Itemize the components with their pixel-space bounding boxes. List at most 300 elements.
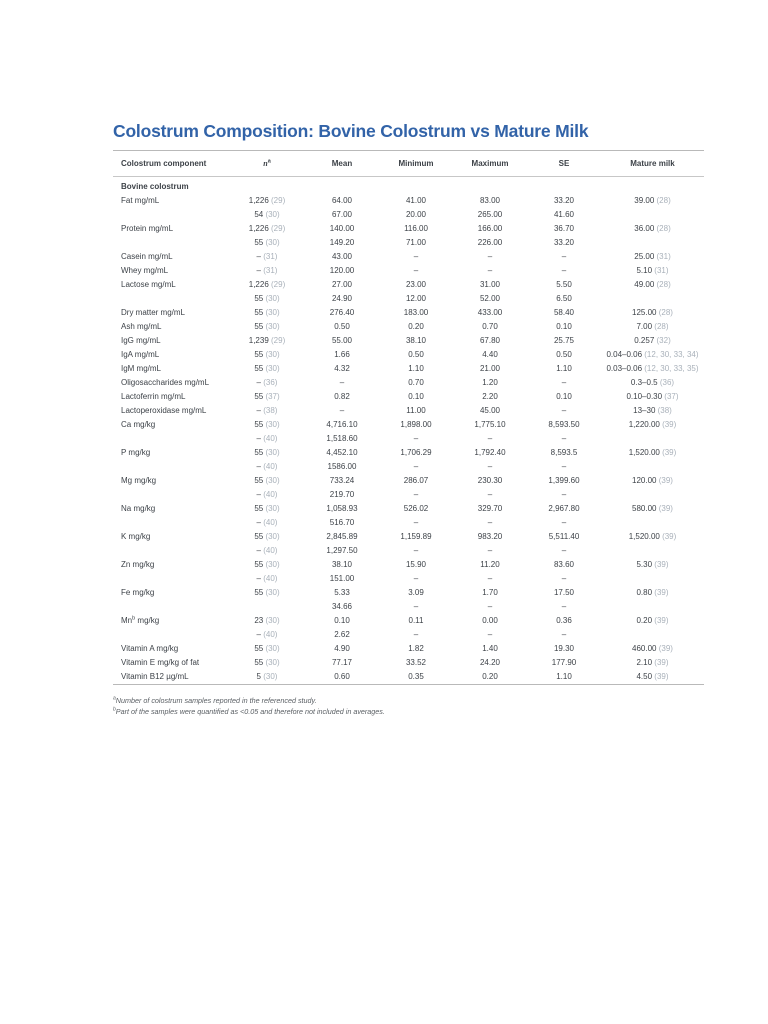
- cell-minimum: –: [413, 434, 419, 443]
- cell-maximum: –: [487, 252, 493, 261]
- table-row: [113, 516, 704, 530]
- cell-se: 58.40: [553, 308, 575, 317]
- cell-component: Lactose mg/mL: [121, 280, 176, 289]
- cell-se: 6.50: [556, 294, 572, 303]
- cell-mature-milk: [601, 572, 704, 586]
- cell-maximum: –: [487, 602, 493, 611]
- citation-ref: (29): [268, 224, 286, 233]
- cell-mean: 55.00: [331, 336, 353, 345]
- table-row: [113, 264, 704, 278]
- table-row: [113, 292, 704, 306]
- cell-minimum: 0.11: [408, 616, 424, 625]
- citation-ref: (28): [652, 322, 669, 331]
- citation-ref: (36): [657, 378, 675, 387]
- citation-ref: (29): [268, 196, 286, 205]
- cell-mean: 276.40: [329, 308, 355, 317]
- table-row: [113, 222, 704, 236]
- cell-maximum: –: [487, 630, 493, 639]
- cell-maximum: 83.00: [479, 196, 501, 205]
- cell-maximum: 52.00: [479, 294, 501, 303]
- cell-minimum: –: [413, 546, 419, 555]
- cell-minimum: 0.35: [408, 672, 424, 681]
- cell-mean: 77.17: [331, 658, 353, 667]
- cell-mature-milk: 1,220.00 (39): [628, 420, 677, 429]
- cell-minimum: 38.10: [405, 336, 427, 345]
- cell-n: 1,226 (29): [248, 224, 286, 233]
- cell-se: 83.60: [553, 560, 575, 569]
- citation-ref: (40): [261, 518, 278, 527]
- cell-mature-milk: 125.00 (28): [632, 308, 673, 317]
- cell-n: 55 (30): [254, 504, 280, 513]
- citation-ref: (30): [263, 308, 280, 317]
- citation-ref: (39): [656, 504, 673, 513]
- citation-ref: (39): [656, 476, 673, 485]
- table-row: [113, 376, 704, 390]
- cell-maximum: 1.70: [482, 588, 498, 597]
- citation-ref: (30): [263, 616, 280, 625]
- cell-mean: 38.10: [331, 560, 353, 569]
- citation-ref: (12, 30, 33, 34): [642, 350, 699, 359]
- table-row: [113, 418, 704, 432]
- cell-se: –: [561, 490, 567, 499]
- cell-maximum: 24.20: [479, 658, 501, 667]
- citation-ref: (39): [659, 532, 677, 541]
- table-row: [113, 530, 704, 544]
- citation-ref: (39): [652, 560, 669, 569]
- cell-minimum: 33.52: [405, 658, 427, 667]
- cell-mean: 120.00: [329, 266, 355, 275]
- cell-mean: 4.32: [334, 364, 350, 373]
- cell-mean: 219.70: [329, 490, 355, 499]
- cell-maximum: 1,775.10: [474, 420, 506, 429]
- cell-minimum: –: [413, 518, 419, 527]
- cell-mature-milk: 36.00 (28): [634, 224, 671, 233]
- footnote: $^a$Number of colostrum samples reported in the referenced study.: [113, 695, 317, 705]
- citation-ref: (39): [656, 644, 673, 653]
- cell-minimum: 1,706.29: [400, 448, 432, 457]
- cell-component: [113, 208, 229, 222]
- cell-mature-milk: [601, 236, 704, 250]
- cell-mean: 151.00: [329, 574, 355, 583]
- cell-mature-milk: [601, 460, 704, 474]
- cell-mean: 34.66: [331, 602, 353, 611]
- cell-mean: 516.70: [329, 518, 355, 527]
- citation-ref: (39): [659, 448, 677, 457]
- column-header-se: SE: [558, 159, 570, 168]
- cell-n: – (31): [256, 252, 278, 261]
- cell-mean: 2,845.89: [326, 532, 358, 541]
- colostrum-composition-table: [113, 150, 704, 685]
- cell-maximum: 31.00: [479, 280, 501, 289]
- table-body: [113, 177, 704, 685]
- table-row: [113, 474, 704, 488]
- cell-maximum: –: [487, 546, 493, 555]
- cell-mean: 0.10: [334, 616, 350, 625]
- citation-ref: (39): [652, 672, 669, 681]
- cell-mature-milk: 0.257 (32): [634, 336, 671, 345]
- cell-mean: 733.24: [329, 476, 355, 485]
- cell-n: 55 (30): [254, 364, 280, 373]
- cell-component: P mg/kg: [121, 448, 151, 457]
- cell-component: [113, 488, 229, 502]
- column-header-minimum: Minimum: [398, 159, 434, 168]
- cell-component: Fe mg/kg: [121, 588, 155, 597]
- cell-component: Casein mg/mL: [121, 252, 173, 261]
- table-row: [113, 208, 704, 222]
- footnotes: [113, 695, 673, 717]
- cell-n: – (31): [256, 266, 278, 275]
- table-row: [113, 446, 704, 460]
- cell-minimum: 15.90: [405, 560, 427, 569]
- cell-mean: 1,518.60: [326, 434, 358, 443]
- cell-mean: 27.00: [331, 280, 353, 289]
- cell-mean: 0.50: [334, 322, 350, 331]
- citation-ref: (40): [261, 630, 278, 639]
- cell-minimum: –: [413, 630, 419, 639]
- page-title: Colostrum Composition: Bovine Colostrum vs Mature Milk: [113, 121, 589, 141]
- cell-mature-milk: [601, 628, 704, 642]
- citation-ref: (31): [261, 252, 278, 261]
- cell-minimum: 183.00: [403, 308, 429, 317]
- citation-ref: (30): [263, 658, 280, 667]
- cell-n: 1,239 (29): [248, 336, 286, 345]
- cell-se: 25.75: [553, 336, 575, 345]
- cell-minimum: –: [413, 266, 419, 275]
- cell-mature-milk: 25.00 (31): [634, 252, 671, 261]
- cell-mean: 43.00: [331, 252, 353, 261]
- cell-maximum: 45.00: [479, 406, 501, 415]
- cell-mean: 0.82: [334, 392, 350, 401]
- cell-maximum: 21.00: [479, 364, 501, 373]
- cell-se: –: [561, 602, 567, 611]
- cell-maximum: 166.00: [477, 224, 503, 233]
- table-row: [113, 656, 704, 670]
- cell-minimum: 20.00: [405, 210, 427, 219]
- table-row: [113, 320, 704, 334]
- table-row: [113, 600, 704, 614]
- cell-minimum: –: [413, 252, 419, 261]
- cell-mature-milk: 2.10 (39): [636, 658, 669, 667]
- cell-mature-milk: 0.10–0.30 (37): [626, 392, 679, 401]
- cell-mature-milk: [601, 544, 704, 558]
- cell-mature-milk: 5.30 (39): [636, 560, 669, 569]
- cell-se: 2,967.80: [548, 504, 580, 513]
- cell-mature-milk: [601, 208, 704, 222]
- table-row: [113, 194, 704, 208]
- citation-ref: (40): [261, 546, 278, 555]
- cell-maximum: 0.00: [482, 616, 498, 625]
- cell-minimum: 71.00: [405, 238, 427, 247]
- cell-minimum: –: [413, 490, 419, 499]
- citation-ref: (39): [652, 588, 669, 597]
- citation-ref: (30): [263, 504, 280, 513]
- cell-maximum: 1.20: [482, 378, 498, 387]
- cell-se: 0.50: [556, 350, 572, 359]
- cell-se: 36.70: [553, 224, 575, 233]
- citation-ref: (30): [263, 560, 280, 569]
- section-label: Bovine colostrum: [121, 182, 189, 191]
- citation-ref: (30): [263, 238, 280, 247]
- citation-ref: (30): [263, 350, 280, 359]
- cell-minimum: –: [413, 574, 419, 583]
- cell-mature-milk: 0.03–0.06 (12, 30, 33, 35): [606, 364, 699, 373]
- table-row: [113, 348, 704, 362]
- cell-mature-milk: 39.00 (28): [634, 196, 671, 205]
- citation-ref: (30): [263, 476, 280, 485]
- cell-component: [113, 544, 229, 558]
- cell-minimum: 23.00: [405, 280, 427, 289]
- cell-minimum: 1.10: [408, 364, 424, 373]
- cell-mean: 4,716.10: [326, 420, 358, 429]
- cell-component: Ash mg/mL: [121, 322, 162, 331]
- column-header-mean: Mean: [331, 159, 353, 168]
- cell-n: 55 (37): [254, 392, 280, 401]
- cell-n: – (40): [256, 574, 278, 583]
- citation-ref: (36): [261, 378, 278, 387]
- table-row: [113, 628, 704, 642]
- table-header: [113, 151, 704, 177]
- citation-ref: (30): [263, 322, 280, 331]
- cell-mature-milk: 460.00 (39): [632, 644, 673, 653]
- citation-ref: (30): [263, 294, 280, 303]
- cell-mature-milk: [601, 516, 704, 530]
- cell-mature-milk: 1,520.00 (39): [628, 532, 677, 541]
- cell-minimum: 1.82: [408, 644, 424, 653]
- cell-minimum: 1,159.89: [400, 532, 432, 541]
- cell-n: – (40): [256, 518, 278, 527]
- table-row: [113, 544, 704, 558]
- cell-se: –: [561, 630, 567, 639]
- cell-se: 5.50: [556, 280, 572, 289]
- citation-ref: (40): [261, 462, 278, 471]
- cell-component: Protein mg/mL: [121, 224, 174, 233]
- cell-mean: 1586.00: [327, 462, 357, 471]
- cell-se: –: [561, 266, 567, 275]
- cell-maximum: 983.20: [477, 532, 503, 541]
- citation-ref: (30): [263, 588, 280, 597]
- cell-n: – (40): [256, 490, 278, 499]
- cell-n: 55 (30): [254, 588, 280, 597]
- cell-se: –: [561, 574, 567, 583]
- cell-minimum: 286.07: [403, 476, 429, 485]
- cell-mature-milk: 0.80 (39): [636, 588, 669, 597]
- citation-ref: (38): [261, 406, 278, 415]
- cell-component: Na mg/kg: [121, 504, 156, 513]
- cell-mean: 1,297.50: [326, 546, 358, 555]
- cell-mean: –: [339, 378, 345, 387]
- cell-se: 1.10: [556, 364, 572, 373]
- cell-n: 55 (30): [254, 294, 280, 303]
- cell-maximum: 11.20: [480, 560, 500, 569]
- cell-n: 54 (30): [254, 210, 280, 219]
- cell-se: 19.30: [553, 644, 575, 653]
- cell-mature-milk: 13–30 (38): [633, 406, 672, 415]
- table-row: [113, 362, 704, 376]
- cell-n: – (36): [256, 378, 278, 387]
- cell-minimum: 0.70: [408, 378, 424, 387]
- cell-mean: 24.90: [331, 294, 353, 303]
- table-row: [113, 670, 704, 685]
- table-row: [113, 236, 704, 250]
- cell-n: 55 (30): [254, 658, 280, 667]
- cell-mean: –: [339, 406, 345, 415]
- table-row: [113, 642, 704, 656]
- citation-ref: (40): [261, 434, 278, 443]
- footnote: $^b$Part of the samples were quantified as <0.05 and therefore not included in averages.: [113, 706, 385, 716]
- cell-se: 41.60: [553, 210, 575, 219]
- cell-mean: 1,058.93: [326, 504, 358, 513]
- cell-mature-milk: 4.50 (39): [636, 672, 669, 681]
- cell-component: [113, 572, 229, 586]
- cell-component: Dry matter mg/mL: [121, 308, 186, 317]
- cell-se: –: [561, 462, 567, 471]
- cell-component: Whey mg/mL: [121, 266, 169, 275]
- cell-mean: 67.00: [331, 210, 353, 219]
- cell-se: 8,593.5: [550, 448, 578, 457]
- cell-mature-milk: [601, 600, 704, 614]
- cell-mean: 5.33: [334, 588, 350, 597]
- cell-component: Mn$^b$ mg/kg: [121, 615, 160, 625]
- cell-se: 17.50: [553, 588, 575, 597]
- cell-component: Fat mg/mL: [121, 196, 160, 205]
- citation-ref: (12, 30, 33, 35): [642, 364, 699, 373]
- table-row: [113, 460, 704, 474]
- cell-se: 0.10: [556, 392, 572, 401]
- cell-n: 55 (30): [254, 238, 280, 247]
- cell-maximum: 1,792.40: [474, 448, 506, 457]
- citation-ref: (39): [659, 420, 677, 429]
- citation-ref: (28): [654, 224, 671, 233]
- column-header-maximum: Maximum: [471, 159, 509, 168]
- cell-maximum: 1.40: [482, 644, 498, 653]
- cell-mature-milk: [601, 432, 704, 446]
- cell-component: [113, 292, 229, 306]
- cell-component: Oligosaccharides mg/mL: [121, 378, 210, 387]
- cell-mature-milk: 5.10 (31): [636, 266, 669, 275]
- cell-mature-milk: 0.3–0.5 (36): [630, 378, 675, 387]
- cell-mean: 1.66: [334, 350, 350, 359]
- table-row: [113, 502, 704, 516]
- cell-component: Lactoperoxidase mg/mL: [121, 406, 207, 415]
- cell-maximum: 2.20: [482, 392, 498, 401]
- citation-ref: (37): [662, 392, 679, 401]
- cell-n: 55 (30): [254, 308, 280, 317]
- cell-se: –: [561, 434, 567, 443]
- cell-maximum: 0.70: [482, 322, 498, 331]
- table-row: [113, 488, 704, 502]
- cell-mature-milk: 0.20 (39): [636, 616, 669, 625]
- citation-ref: (39): [652, 616, 669, 625]
- cell-component: Lactoferrin mg/mL: [121, 392, 186, 401]
- table-row: [113, 404, 704, 418]
- citation-ref: (30): [263, 448, 280, 457]
- cell-minimum: 12.00: [405, 294, 427, 303]
- cell-se: 177.90: [551, 658, 577, 667]
- citation-ref: (37): [263, 392, 280, 401]
- cell-minimum: 0.10: [408, 392, 424, 401]
- cell-mean: 4,452.10: [326, 448, 358, 457]
- citation-ref: (30): [263, 644, 280, 653]
- cell-mean: 4.90: [334, 644, 350, 653]
- cell-mature-milk: [601, 488, 704, 502]
- cell-mean: 0.60: [334, 672, 350, 681]
- cell-se: 0.36: [556, 616, 572, 625]
- citation-ref: (28): [654, 280, 671, 289]
- cell-component: IgG mg/mL: [121, 336, 161, 345]
- cell-minimum: 1,898.00: [400, 420, 432, 429]
- cell-n: 55 (30): [254, 420, 280, 429]
- cell-component: Zn mg/kg: [121, 560, 155, 569]
- cell-se: –: [561, 518, 567, 527]
- cell-maximum: –: [487, 490, 493, 499]
- cell-component: [113, 236, 229, 250]
- cell-n: 55 (30): [254, 448, 280, 457]
- cell-maximum: –: [487, 574, 493, 583]
- cell-minimum: 41.00: [405, 196, 427, 205]
- cell-n: 55 (30): [254, 476, 280, 485]
- table-row: [113, 334, 704, 348]
- cell-n: – (40): [256, 546, 278, 555]
- cell-maximum: 265.00: [477, 210, 503, 219]
- column-header-n: $n^a$: [263, 158, 271, 168]
- cell-n: 55 (30): [254, 644, 280, 653]
- table-row: [113, 572, 704, 586]
- cell-minimum: –: [413, 462, 419, 471]
- cell-maximum: –: [487, 462, 493, 471]
- cell-n: – (40): [256, 434, 278, 443]
- citation-ref: (30): [263, 532, 280, 541]
- cell-mean: 140.00: [329, 224, 355, 233]
- cell-se: 1.10: [556, 672, 572, 681]
- citation-ref: (28): [656, 308, 673, 317]
- cell-n: 1,226 (29): [248, 280, 286, 289]
- header-row: [113, 151, 704, 177]
- cell-maximum: 4.40: [482, 350, 498, 359]
- cell-n: [229, 600, 305, 614]
- citation-ref: (28): [654, 196, 671, 205]
- cell-maximum: 67.80: [479, 336, 501, 345]
- cell-component: Vitamin E mg/kg of fat: [121, 658, 200, 667]
- cell-mature-milk: 120.00 (39): [632, 476, 673, 485]
- cell-mature-milk: 1,520.00 (39): [628, 448, 677, 457]
- cell-component: [113, 432, 229, 446]
- table-row: [113, 614, 704, 628]
- cell-n: 55 (30): [254, 350, 280, 359]
- cell-se: 5,511.40: [548, 532, 580, 541]
- cell-mature-milk: 49.00 (28): [634, 280, 671, 289]
- cell-maximum: –: [487, 266, 493, 275]
- cell-minimum: 11.00: [406, 406, 426, 415]
- cell-component: IgM mg/mL: [121, 364, 162, 373]
- cell-mature-milk: 0.04–0.06 (12, 30, 33, 34): [606, 350, 699, 359]
- cell-se: 8,593.50: [548, 420, 580, 429]
- cell-se: –: [561, 378, 567, 387]
- table-row: [113, 390, 704, 404]
- table-row: [113, 558, 704, 572]
- cell-se: 33.20: [553, 196, 575, 205]
- cell-mean: 2.62: [334, 630, 350, 639]
- column-header-mature-milk: Mature milk: [630, 159, 675, 168]
- cell-component: [113, 628, 229, 642]
- cell-mature-milk: [601, 292, 704, 306]
- cell-component: K mg/kg: [121, 532, 151, 541]
- cell-minimum: 116.00: [404, 224, 428, 233]
- cell-component: Vitamin A mg/kg: [121, 644, 179, 653]
- table-row: [113, 306, 704, 320]
- cell-component: [113, 460, 229, 474]
- cell-se: 0.10: [556, 322, 572, 331]
- cell-mature-milk: 7.00 (28): [636, 322, 669, 331]
